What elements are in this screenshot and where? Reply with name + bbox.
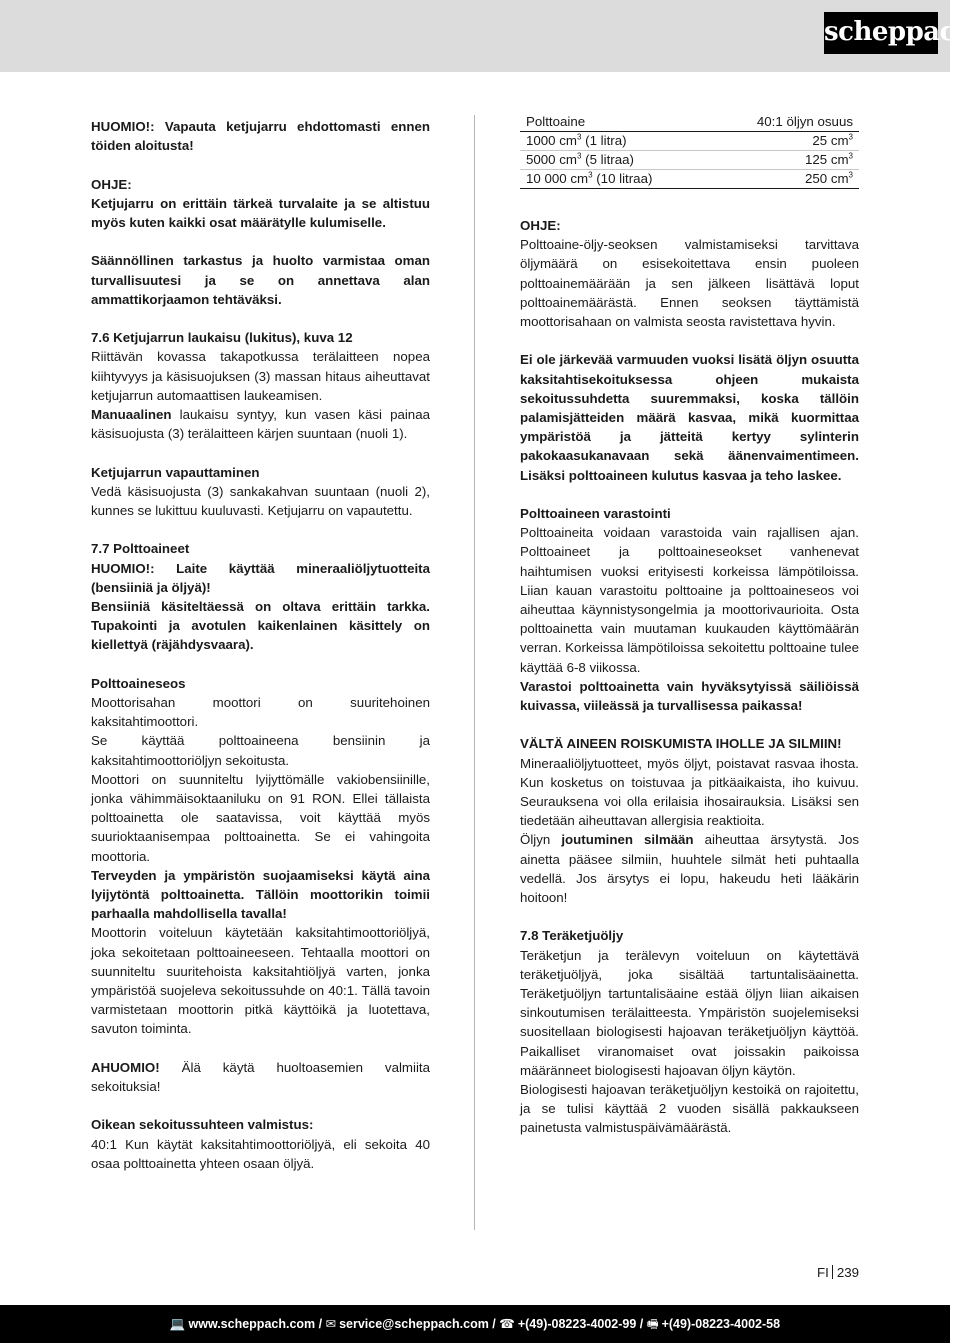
mixing-note <box>520 216 859 331</box>
maintenance-paragraph <box>91 251 430 309</box>
section-heading: 7.7 Polttoaineet <box>91 541 190 557</box>
note-brake-wear <box>91 175 430 233</box>
mail-icon: ✉ <box>325 1317 337 1331</box>
phone-number[interactable]: +(49)-08223-4002-99 <box>517 1317 637 1331</box>
table-header: Polttoaine <box>520 113 710 132</box>
table-cell: 25 $cm^3$ <box>710 132 859 151</box>
fire-warning: Bensiiniä käsiteltäessä on oltava erittäin tarkka. Tupakointi ja avotulen kaikenlainen käsittely on kiellettyä (räjähdysvaara). <box>91 599 430 653</box>
skin-text: Öljyn <box>520 832 562 848</box>
section-text: Biologisesti hajoavan teräketjuöljyn kestoikä on rajoitettu, ja se tulisi käyttää 2 vuoden sisällä pakkaukseen painetusta valmistuspäivämäärästä. <box>520 1082 859 1136</box>
table-row <box>520 132 859 151</box>
section-text: laukaisu syntyy, kun vasen käsi painaa käsisuojusta (3) terälaitteen kärjen suuntaan (nuoli 1). <box>91 407 430 442</box>
right-column <box>520 113 859 1157</box>
fuel-mix-table <box>520 113 859 189</box>
eye-contact-label: joutuminen silmään <box>561 832 694 848</box>
skin-contact-paragraph <box>520 734 859 907</box>
ratio-text: 40:1 Kun käytät kaksitahtimoottoriöljyä, eli sekoita 40 osaa polttoainetta yhteen osaan öljyä. <box>91 1136 430 1171</box>
section-7-8 <box>520 926 859 1137</box>
footer-separator: / <box>315 1317 326 1331</box>
skin-warning-heading: VÄLTÄ AINEEN ROISKUMISTA IHOLLE JA SILMIIN! <box>520 736 842 752</box>
subsection-heading: Ketjujarrun vapauttaminen <box>91 464 260 480</box>
footer-separator: / <box>488 1317 500 1331</box>
subsection-text: Vedä käsisuojusta (3) sankakahvan suuntaan (nuoli 2), kunnes se lukittuu kuuluvasti. Ketjujarru on vapautettu. <box>91 483 430 518</box>
phone-icon: ☎ <box>499 1317 515 1331</box>
storage-advice: Varastoi polttoainetta vain hyväksytyissä säiliöissä kuivassa, viileässä ja turvallisessa paikassa! <box>520 678 859 714</box>
footer-bar <box>0 1305 950 1343</box>
table-header-row <box>520 113 859 132</box>
subsection-heading: Polttoaineseos <box>91 675 186 691</box>
section-heading: 7.6 Ketjujarrun laukaisu (lukitus), kuva 12 <box>91 330 353 346</box>
skin-text: Mineraaliöljytuotteet, myös öljyt, poistavat rasvaa ihosta. Kun kosketus on toistuvaa ja pitkäaikaista, iho kuivuu. Seurauksena voi olla erilaisia ihosairauksia. Lisäksi sen tiedetään aiheuttavan allergisia reaktioita. <box>520 755 859 829</box>
email-link[interactable]: service@scheppach.com <box>339 1317 489 1331</box>
computer-icon: 💻 <box>169 1317 186 1331</box>
mix-text: Se käyttää polttoaineena bensiinin ja kaksitahtimoottoriöljyn sekoitusta. <box>91 733 430 768</box>
subsection-heading: Oikean sekoitussuhteen valmistus: <box>91 1117 314 1133</box>
table-cell: 5000 $cm^3$ (5 litraa) <box>520 151 710 170</box>
table-row <box>520 170 859 189</box>
footer-separator: / <box>636 1317 647 1331</box>
mix-text: Moottorisahan moottori on suuritehoinen kaksitahtimoottori. <box>91 695 430 730</box>
table-cell: 250 $cm^3$ <box>710 170 859 189</box>
warning-brake-release <box>91 117 430 155</box>
page-number <box>817 1265 859 1280</box>
warning-label: AHUOMIO! <box>91 1059 160 1075</box>
table-cell: 1000 $cm^3$ (1 litra) <box>520 132 710 151</box>
fax-icon: 🖷 <box>646 1317 659 1331</box>
skin-text: aiheuttaa ärsytystä. Jos ainetta pääsee silmiin, huuhtele silmät heti puhtaalla vedellä. Jos ärsytys ei lopu, hakeudu heti lääkärin hoitoon! <box>520 832 859 906</box>
language-code: FI <box>816 1265 829 1280</box>
maintenance-text: Säännöllinen tarkastus ja huolto varmistaa oman turvallisuutesi ja se on annettava alan ammattikorjaamon tehtäväksi. <box>91 253 430 307</box>
note-heading: OHJE: <box>520 218 561 233</box>
section-text: Riittävän kovassa takapotkussa terälaitteen nopea kiihtyvyys ja käsisuojuksen (3) massan hitaus aiheuttavat ketjujarrun automaattisen laukeamisen. <box>91 349 430 403</box>
note-text: Ketjujarru on erittäin tärkeä turvalaite ja se altistuu myös kuten kaikki osat määrätylle kulumiselle. <box>91 195 430 230</box>
warning-text: Älä käytä huoltoasemien valmiita sekoituksia! <box>91 1059 430 1095</box>
manual-label: Manuaalinen <box>91 407 172 422</box>
fuel-storage-paragraph <box>520 504 859 715</box>
header-bar <box>0 0 973 72</box>
mix-text: Moottorin voiteluun käytetään kaksitahtimoottoriöljyä, joka sekoitetaan polttoaineeseen. Tehtaalla moottori on suunniteltu suuritehoista kaksitahtiöljyä varten, jonka ympäristöä suojeleva sekoitussuhde on 40:1. Tällä tavoin varmistetaan moottorin pitkä käyttöikä ja luotettava, savuton toiminta. <box>91 925 430 1037</box>
storage-text: Polttoaineita voidaan varastoida vain rajallisen ajan. Polttoaineet ja polttoaineseokset vanhenevat haihtumisen vuoksi erityisesti korkeissa lämpötiloissa. Liian kauan varastoitu polttoaine ja polttoaineseos voi aiheuttaa käynnistysongelmia ja moottorivaurioita. Osta polttoainetta vain muutaman kuukauden käyttömäärän verran. Korkeissa lämpötiloissa sekoitettu polttoaine tulee käyttää 6-8 viikossa. <box>520 525 859 675</box>
premix-warning <box>91 1058 430 1096</box>
section-text: Teräketjun ja terälevyn voiteluun on käytettävä teräketjuöljyä, joka sisältää tartuntalisäainetta. Teräketjuöljyn tartuntalisäaine estää öljyn liian aikaisen sinkoutumisen terälaitteesta. Ympäristön suojelemiseksi suositellaan biologisesti hajoavan teräketjuöljyn käyttöä. Paikalliset viranomaiset ovat joissakin paikoissa määränneet biologisesti hajoavan öljyn käytön. <box>520 947 859 1078</box>
table-header: 40:1 öljyn osuus <box>710 113 859 132</box>
section-7-7 <box>91 539 430 654</box>
table-row <box>520 151 859 170</box>
page-number-separator <box>832 1265 833 1279</box>
section-heading: 7.8 Teräketjuöljy <box>520 928 624 944</box>
note-text: Polttoaine-öljy-seoksen valmistamiseksi tarvittava öljymäärä on esisekoitettava ensin puoleen polttoainemäärään ja sen jälkeen lisättävä loput polttoainemäärästä. Ennen seoksen täyttämistä moottorisahaan on valmista seosta ravistettava hyvin. <box>520 237 859 330</box>
table-cell: 10 000 $cm^3$ (10 litraa) <box>520 170 710 189</box>
left-column <box>91 117 430 1192</box>
unleaded-advice: Terveyden ja ympäristön suojaamiseksi käytä aina lyijytöntä polttoainetta. Tällöin moottorikin toimii parhaalla mahdollisella tavalla! <box>91 867 430 922</box>
ratio-paragraph <box>91 1115 430 1173</box>
mix-text: Moottori on suunniteltu lyijyttömälle vakiobensiinille, jonka vähimmäisoktaaniluku on 91 RON. Ellei tällaista polttoainetta ole saatavissa, voit käyttää myös suurioktaanisempaa polttoainetta. Se ei vahingoita moottoria. <box>91 771 430 864</box>
oil-ratio-warning <box>520 350 859 484</box>
note-heading: OHJE: <box>91 176 132 192</box>
subsection-heading: Polttoaineen varastointi <box>520 506 671 522</box>
column-divider <box>474 115 475 1230</box>
fuel-warning: HUOMIO!: Laite käyttää mineraaliöljytuotteita (bensiiniä ja öljyä)! <box>91 560 430 595</box>
page-number-value: 239 <box>836 1265 859 1280</box>
fuel-mix-paragraph <box>91 674 430 1039</box>
section-7-6 <box>91 328 430 443</box>
brake-release-paragraph <box>91 463 430 521</box>
warning-text: Ei ole järkevää varmuuden vuoksi lisätä öljyn osuutta kaksitahtisekoituksessa ohjeen mukaista sekoitussuhdetta suuremmaksi, koska tällöin palamisjätteiden määrä kasvaa, mikä kuormittaa ympäristöä ja jätteitä kertyy sylinterin pakokaasukanavaan sekä äänenvaimentimeen. Lisäksi polttoaineen kulutus kasvaa ja teho laskee. <box>520 352 859 483</box>
warning-text: HUOMIO!: Vapauta ketjujarru ehdottomasti ennen töiden aloitusta! <box>91 119 430 154</box>
scheppach-logo: scheppach <box>824 12 938 54</box>
fax-number: +(49)-08223-4002-58 <box>661 1317 781 1331</box>
table-cell: 125 $cm^3$ <box>710 151 859 170</box>
website-link[interactable]: www.scheppach.com <box>188 1317 316 1331</box>
